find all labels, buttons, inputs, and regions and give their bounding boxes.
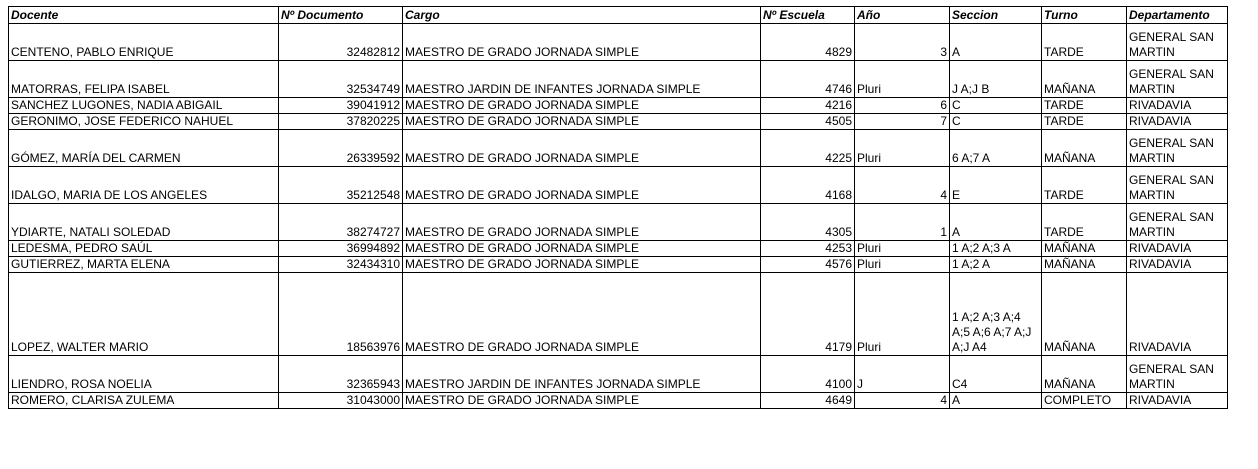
cell-escuela: 4305: [761, 204, 855, 241]
cell-seccion: E: [950, 167, 1042, 204]
cell-departamento: RIVADAVIA: [1127, 257, 1228, 273]
cell-seccion: 1 A;2 A;3 A: [950, 241, 1042, 257]
docentes-table: [8, 6, 1228, 409]
header-documento: Nº Documento: [279, 7, 403, 24]
header-turno: Turno: [1042, 7, 1127, 24]
cell-docente: LIENDRO, ROSA NOELIA: [9, 356, 279, 393]
cell-anio: 6: [855, 98, 950, 114]
cell-seccion: 1 A;2 A;3 A;4 A;5 A;6 A;7 A;J A;J A4: [950, 273, 1042, 356]
cell-cargo: MAESTRO DE GRADO JORNADA SIMPLE: [403, 393, 761, 409]
cell-departamento: GENERAL SAN MARTIN: [1127, 130, 1228, 167]
cell-anio: Pluri: [855, 241, 950, 257]
cell-cargo: MAESTRO DE GRADO JORNADA SIMPLE: [403, 24, 761, 61]
cell-escuela: 4829: [761, 24, 855, 61]
cell-seccion: A: [950, 24, 1042, 61]
table-row: [9, 204, 1228, 241]
spreadsheet-area: [8, 6, 1228, 409]
cell-departamento: RIVADAVIA: [1127, 393, 1228, 409]
cell-anio: 4: [855, 167, 950, 204]
cell-escuela: 4216: [761, 98, 855, 114]
cell-turno: MAÑANA: [1042, 130, 1127, 167]
cell-documento: 32365943: [279, 356, 403, 393]
table-row: [9, 356, 1228, 393]
cell-cargo: MAESTRO DE GRADO JORNADA SIMPLE: [403, 130, 761, 167]
cell-escuela: 4649: [761, 393, 855, 409]
cell-docente: LEDESMA, PEDRO SAÚL: [9, 241, 279, 257]
cell-escuela: 4179: [761, 273, 855, 356]
header-cargo: Cargo: [403, 7, 761, 24]
cell-seccion: C4: [950, 356, 1042, 393]
table-row: [9, 241, 1228, 257]
cell-turno: MAÑANA: [1042, 61, 1127, 98]
cell-docente: GÓMEZ, MARÍA DEL CARMEN: [9, 130, 279, 167]
cell-anio: Pluri: [855, 257, 950, 273]
cell-turno: TARDE: [1042, 114, 1127, 130]
cell-seccion: C: [950, 98, 1042, 114]
cell-cargo: MAESTRO DE GRADO JORNADA SIMPLE: [403, 257, 761, 273]
header-departamento: Departamento: [1127, 7, 1228, 24]
cell-documento: 35212548: [279, 167, 403, 204]
table-row: [9, 114, 1228, 130]
cell-documento: 32482812: [279, 24, 403, 61]
cell-seccion: 1 A;2 A: [950, 257, 1042, 273]
cell-docente: GUTIERREZ, MARTA ELENA: [9, 257, 279, 273]
cell-turno: TARDE: [1042, 24, 1127, 61]
cell-seccion: 6 A;7 A: [950, 130, 1042, 167]
cell-documento: 31043000: [279, 393, 403, 409]
cell-docente: YDIARTE, NATALI SOLEDAD: [9, 204, 279, 241]
cell-cargo: MAESTRO DE GRADO JORNADA SIMPLE: [403, 273, 761, 356]
header-row: [9, 7, 1228, 24]
cell-docente: ROMERO, CLARISA ZULEMA: [9, 393, 279, 409]
cell-anio: Pluri: [855, 61, 950, 98]
cell-turno: MAÑANA: [1042, 273, 1127, 356]
cell-escuela: 4225: [761, 130, 855, 167]
cell-documento: 26339592: [279, 130, 403, 167]
cell-anio: 3: [855, 24, 950, 61]
cell-cargo: MAESTRO DE GRADO JORNADA SIMPLE: [403, 204, 761, 241]
cell-anio: J: [855, 356, 950, 393]
cell-escuela: 4576: [761, 257, 855, 273]
table-body: [9, 24, 1228, 409]
cell-turno: TARDE: [1042, 204, 1127, 241]
header-anio: Año: [855, 7, 950, 24]
cell-cargo: MAESTRO DE GRADO JORNADA SIMPLE: [403, 167, 761, 204]
table-row: [9, 257, 1228, 273]
cell-departamento: GENERAL SAN MARTIN: [1127, 167, 1228, 204]
cell-seccion: J A;J B: [950, 61, 1042, 98]
cell-departamento: RIVADAVIA: [1127, 114, 1228, 130]
cell-documento: 18563976: [279, 273, 403, 356]
cell-anio: 7: [855, 114, 950, 130]
cell-docente: IDALGO, MARIA DE LOS ANGELES: [9, 167, 279, 204]
cell-turno: TARDE: [1042, 98, 1127, 114]
cell-cargo: MAESTRO DE GRADO JORNADA SIMPLE: [403, 98, 761, 114]
header-docente: Docente: [9, 7, 279, 24]
cell-cargo: MAESTRO DE GRADO JORNADA SIMPLE: [403, 241, 761, 257]
cell-anio: 4: [855, 393, 950, 409]
table-row: [9, 98, 1228, 114]
table-row: [9, 273, 1228, 356]
header-escuela: Nº Escuela: [761, 7, 855, 24]
table-row: [9, 167, 1228, 204]
cell-escuela: 4168: [761, 167, 855, 204]
cell-departamento: RIVADAVIA: [1127, 98, 1228, 114]
cell-documento: 38274727: [279, 204, 403, 241]
cell-turno: MAÑANA: [1042, 257, 1127, 273]
cell-documento: 37820225: [279, 114, 403, 130]
cell-escuela: 4746: [761, 61, 855, 98]
header-seccion: Seccion: [950, 7, 1042, 24]
cell-turno: COMPLETO: [1042, 393, 1127, 409]
cell-documento: 32434310: [279, 257, 403, 273]
cell-cargo: MAESTRO JARDIN DE INFANTES JORNADA SIMPLE: [403, 356, 761, 393]
cell-documento: 36994892: [279, 241, 403, 257]
cell-seccion: A: [950, 204, 1042, 241]
cell-docente: MATORRAS, FELIPA ISABEL: [9, 61, 279, 98]
cell-cargo: MAESTRO JARDIN DE INFANTES JORNADA SIMPLE: [403, 61, 761, 98]
cell-departamento: RIVADAVIA: [1127, 241, 1228, 257]
table-row: [9, 61, 1228, 98]
cell-escuela: 4505: [761, 114, 855, 130]
table-row: [9, 393, 1228, 409]
table-row: [9, 130, 1228, 167]
table-row: [9, 24, 1228, 61]
cell-anio: Pluri: [855, 273, 950, 356]
cell-docente: CENTENO, PABLO ENRIQUE: [9, 24, 279, 61]
cell-departamento: GENERAL SAN MARTIN: [1127, 61, 1228, 98]
cell-docente: SANCHEZ LUGONES, NADIA ABIGAIL: [9, 98, 279, 114]
cell-docente: GERONIMO, JOSE FEDERICO NAHUEL: [9, 114, 279, 130]
cell-departamento: GENERAL SAN MARTIN: [1127, 24, 1228, 61]
cell-escuela: 4100: [761, 356, 855, 393]
cell-docente: LOPEZ, WALTER MARIO: [9, 273, 279, 356]
cell-anio: 1: [855, 204, 950, 241]
cell-documento: 39041912: [279, 98, 403, 114]
cell-anio: Pluri: [855, 130, 950, 167]
cell-departamento: GENERAL SAN MARTIN: [1127, 356, 1228, 393]
cell-turno: MAÑANA: [1042, 356, 1127, 393]
cell-turno: TARDE: [1042, 167, 1127, 204]
cell-departamento: RIVADAVIA: [1127, 273, 1228, 356]
cell-departamento: GENERAL SAN MARTIN: [1127, 204, 1228, 241]
cell-seccion: C: [950, 114, 1042, 130]
cell-documento: 32534749: [279, 61, 403, 98]
cell-turno: MAÑANA: [1042, 241, 1127, 257]
cell-escuela: 4253: [761, 241, 855, 257]
cell-cargo: MAESTRO DE GRADO JORNADA SIMPLE: [403, 114, 761, 130]
cell-seccion: A: [950, 393, 1042, 409]
